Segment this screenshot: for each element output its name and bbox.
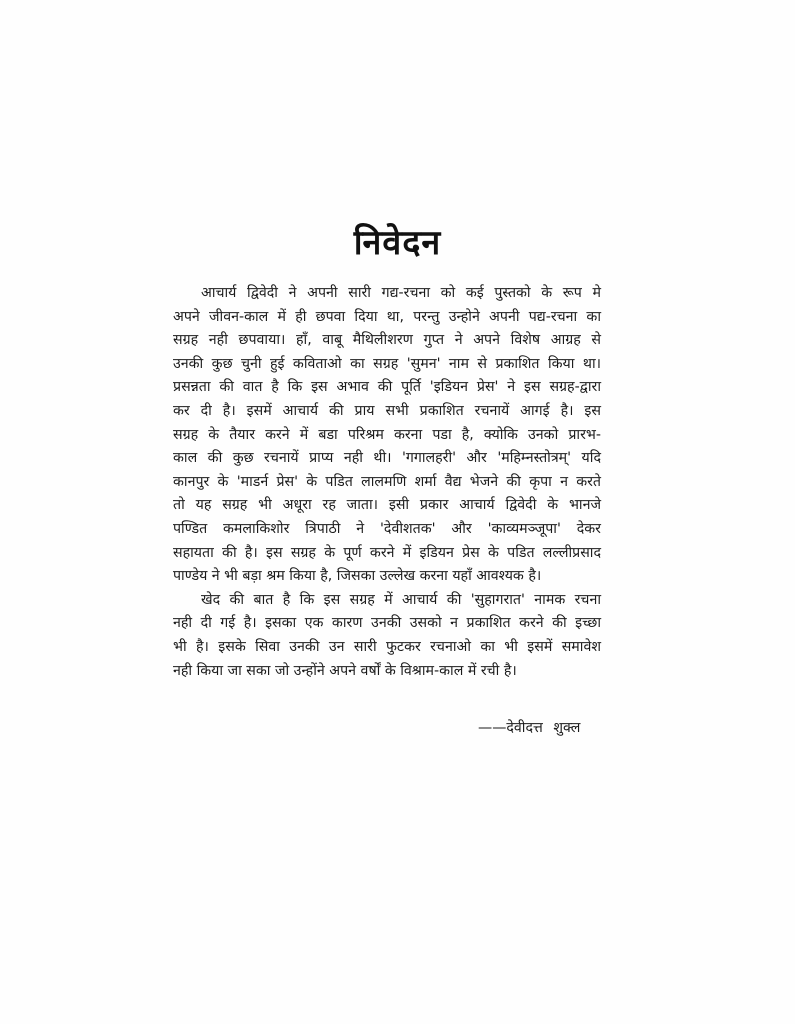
author-signature: ——देवीदत्त शुक्ल <box>478 720 581 736</box>
text-line: काल की कुछ रचनायें प्राप्य नही थी। 'गगालहरी' और 'महिम्नस्तोत्रम्' यदि <box>173 450 601 467</box>
paragraph-2 <box>173 589 601 683</box>
paragraph-1 <box>173 282 601 589</box>
text-line: पाण्डेय ने भी बड़ा श्रम किया है, जिसका उल्लेख करना यहाँ आवश्यक है। <box>173 568 542 585</box>
text-line: पण्डित कमलाकिशोर त्रिपाठी ने 'देवीशतक' और 'काव्यमञ्जूपा' देकर <box>173 520 601 537</box>
text-line: खेद की बात है कि इस सग्रह में आचार्य की 'सुहागरात' नामक रचना <box>201 591 601 608</box>
body-text <box>173 282 601 683</box>
page-title: निवेदन <box>353 223 442 263</box>
text-line: आचार्य द्विवेदी ने अपनी सारी गद्य-रचना को कई पुस्तको के रूप मे <box>201 285 601 301</box>
text-line: नही दी गई है। इसका एक कारण उनकी उसको न प्रकाशित करने की इच्छा <box>173 615 601 632</box>
text-line: अपने जीवन-काल में ही छपवा दिया था, परन्तु उन्होने अपनी पद्य-रचना का <box>173 308 601 325</box>
text-line: कर दी है। इसमें आचार्य की प्राय सभी प्रकाशित रचनायें आगई है। इस <box>173 402 601 419</box>
text-line: भी है। इसके सिवा उनकी उन सारी फुटकर रचनाओ का भी इसमें समावेश <box>173 638 601 655</box>
text-line: उनकी कुछ चुनी हुई कविताओ का सग्रह 'सुमन' नाम से प्रकाशित किया था। <box>173 355 601 372</box>
text-line: नही किया जा सका जो उन्होंने अपने वर्षों के विश्राम-काल में रची है। <box>173 662 517 679</box>
text-line: सग्रह नही छपवाया। हाँ, वाबू मैथिलीशरण गुप्त ने अपने विशेष आग्रह से <box>173 332 601 349</box>
text-line: सहायता की है। इस सग्रह के पूर्ण करने में इडियन प्रेस के पडित लल्लीप्रसाद <box>173 544 601 561</box>
text-line: प्रसन्नता की वात है कि इस अभाव की पूर्ति 'इडियन प्रेस' ने इस सग्रह-द्वारा <box>173 379 601 396</box>
text-line: तो यह सग्रह भी अधूरा रह जाता। इसी प्रकार आचार्य द्विवेदी के भानजे <box>173 497 601 514</box>
text-line: सग्रह के तैयार करने में बडा परिश्रम करना पडा है, क्योकि उनको प्रारभ- <box>173 426 601 443</box>
text-line: कानपुर के 'माडर्न प्रेस' के पडित लालमणि शर्मा वैद्य भेजने की कृपा न करते <box>173 473 601 490</box>
